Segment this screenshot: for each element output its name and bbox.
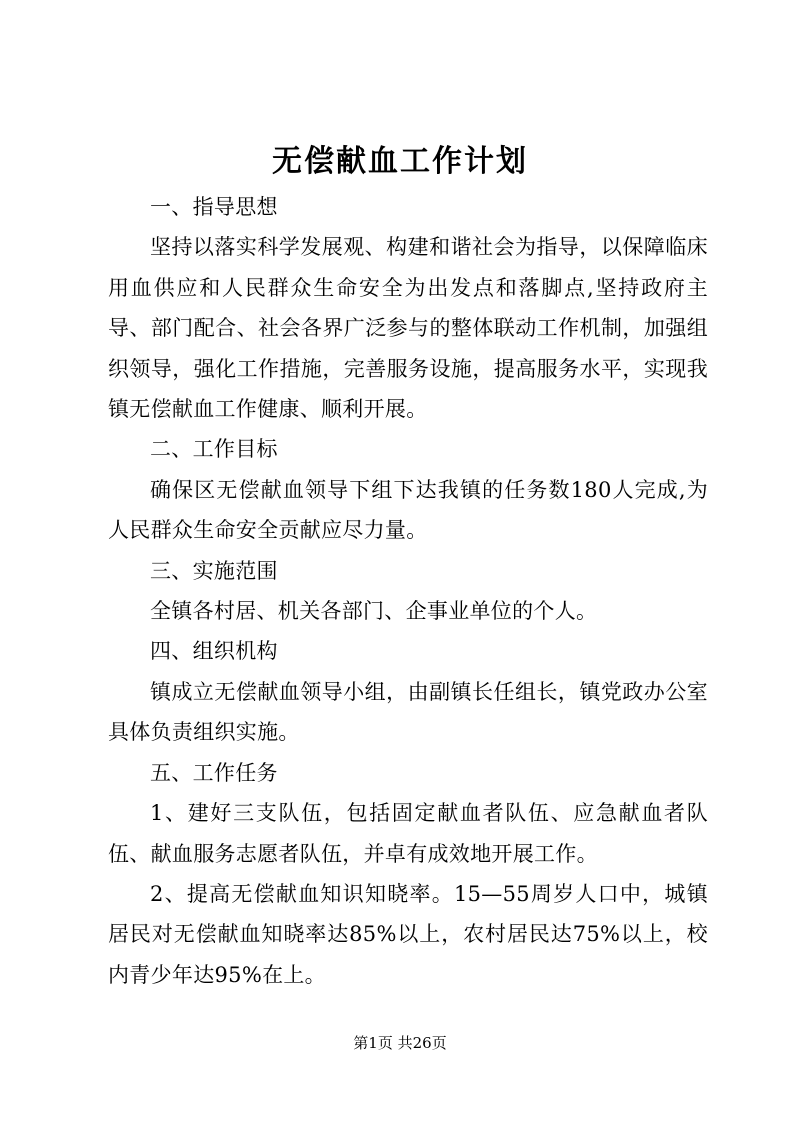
document-body bbox=[108, 187, 708, 995]
page-number-footer: 第1页 共26页 bbox=[353, 1034, 447, 1052]
section-heading: 一、指导思想 bbox=[150, 195, 278, 219]
section-paragraph: 全镇各村居、机关各部门、企事业单位的个人。 bbox=[150, 599, 598, 624]
section-heading: 五、工作任务 bbox=[150, 760, 278, 785]
section-heading: 四、组织机构 bbox=[150, 639, 278, 664]
section-paragraph: 镇成立无偿献血领导小组，由副镇长任组长，镇党政办公室具体负责组织实施。 bbox=[108, 679, 708, 745]
section-paragraph: 确保区无偿献血领导下组下达我镇的任务数180人完成,为人民群众生命安全贡献应尽力量。 bbox=[108, 477, 708, 543]
document-title: 无偿献血工作计划 bbox=[272, 144, 528, 179]
section-paragraph: 2、提高无偿献血知识知晓率。15—55周岁人口中，城镇居民对无偿献血知晓率达85%以上，农村居民达75%以上，校内青少年达95%在上。 bbox=[108, 881, 708, 987]
section-heading: 三、实施范围 bbox=[150, 558, 278, 583]
section-paragraph: 坚持以落实科学发展观、构建和谐社会为指导，以保障临床用血供应和人民群众生命安全为出发点和落脚点,坚持政府主导、部门配合、社会各界广泛参与的整体联动工作机制，加强组织领导，强化工作措施，完善服务设施，提高服务水平，实现我镇无偿献血工作健康、顺利开展。 bbox=[108, 235, 708, 422]
section-paragraph: 1、建好三支队伍，包括固定献血者队伍、应急献血者队伍、献血服务志愿者队伍，并卓有成效地开展工作。 bbox=[108, 801, 708, 866]
section-heading: 二、工作目标 bbox=[150, 437, 278, 462]
